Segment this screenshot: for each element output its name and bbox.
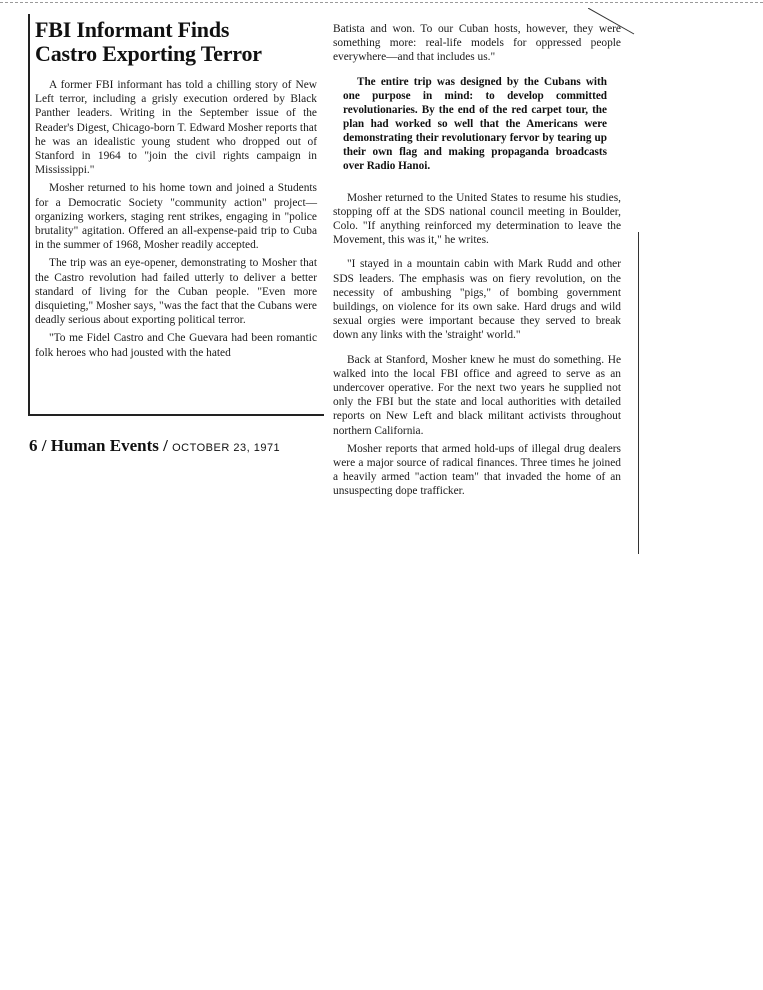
left-column-rule xyxy=(28,14,30,416)
body-paragraph: Mosher returned to the United States to resume his studies, stopping off at the SDS national council meeting in Boulder, Colo. "If anything reinforced my determination to leave the Movement, this was it," he writes. xyxy=(333,191,621,247)
body-paragraph: Mosher returned to his home town and joined a Students for a Democratic Society "community action" project—organizing workers, staging rent strikes, engaging in "police brutality" agitation. Offered an all-expense-paid trip to Cuba in the summer of 1968, Mosher readily accepted. xyxy=(35,182,317,252)
article-right-column xyxy=(333,22,621,499)
body-paragraph: A former FBI informant has told a chilling story of New Left terror, including a grisly execution ordered by Black Panther leaders. Writing in the September issue of the Reader's Digest, Chicago-born T. Edward Mosher reports that he was an idealistic young student who dropped out of Stanford in 1964 to "join the civil rights campaign in Mississippi." xyxy=(35,79,317,177)
body-paragraph-continued: Batista and won. To our Cuban hosts, however, they were something more: real-life models for oppressed people everywhere—and that includes us." xyxy=(333,23,621,64)
headline-line-2: Castro Exporting Terror xyxy=(35,41,262,66)
pull-quote: The entire trip was designed by the Cubans with one purpose in mind: to develop committed revolutionaries. By the end of the red carpet tour, the plan had worked so well that the Americans were demonstrating their revolutionary fervor by tearing up their own flag and making propaganda broadcasts over Radio Hanoi. xyxy=(343,75,607,172)
headline-line-1: FBI Informant Finds xyxy=(35,17,230,42)
page-footer xyxy=(29,436,280,456)
body-paragraph: The trip was an eye-opener, demonstrating to Mosher that the Castro revolution had failed utterly to deliver a better standard of living for the Cuban people. "Even more disquieting," Mosher says, "was the fact that the Cubans were deadly serious about exporting political terror. xyxy=(35,257,317,327)
footer-date: OCTOBER 23, 1971 xyxy=(172,442,281,454)
body-paragraph: "I stayed in a mountain cabin with Mark Rudd and other SDS leaders. The emphasis was on fiery revolution, on the necessity of ambushing "pigs," of bombing government buildings, on violence for its own sake. Hard drugs and wild sexual orgies were important because they served to break down any links with the 'straight' world." xyxy=(333,258,621,342)
scan-top-edge xyxy=(0,2,763,3)
right-margin-rule xyxy=(638,232,639,554)
body-paragraph: Mosher reports that armed hold-ups of illegal drug dealers were a major source of radical finances. Three times he joined a heavily armed "action team" that invaded the home of an unsuspecting dope trafficker. xyxy=(333,442,621,498)
body-paragraph: Back at Stanford, Mosher knew he must do something. He walked into the local FBI office and agreed to serve as an undercover operative. For the next two years he supplied not only the FBI but the state and local authorities with detailed reports on New Left and black militant activists throughout northern California. xyxy=(333,353,621,437)
article-headline xyxy=(35,18,317,66)
bottom-column-rule xyxy=(28,414,324,416)
article-left-column xyxy=(35,18,317,360)
body-paragraph: "To me Fidel Castro and Che Guevara had been romantic folk heroes who had jousted with the hated xyxy=(35,332,317,359)
footer-page-publication: 6 / Human Events / xyxy=(29,436,168,455)
